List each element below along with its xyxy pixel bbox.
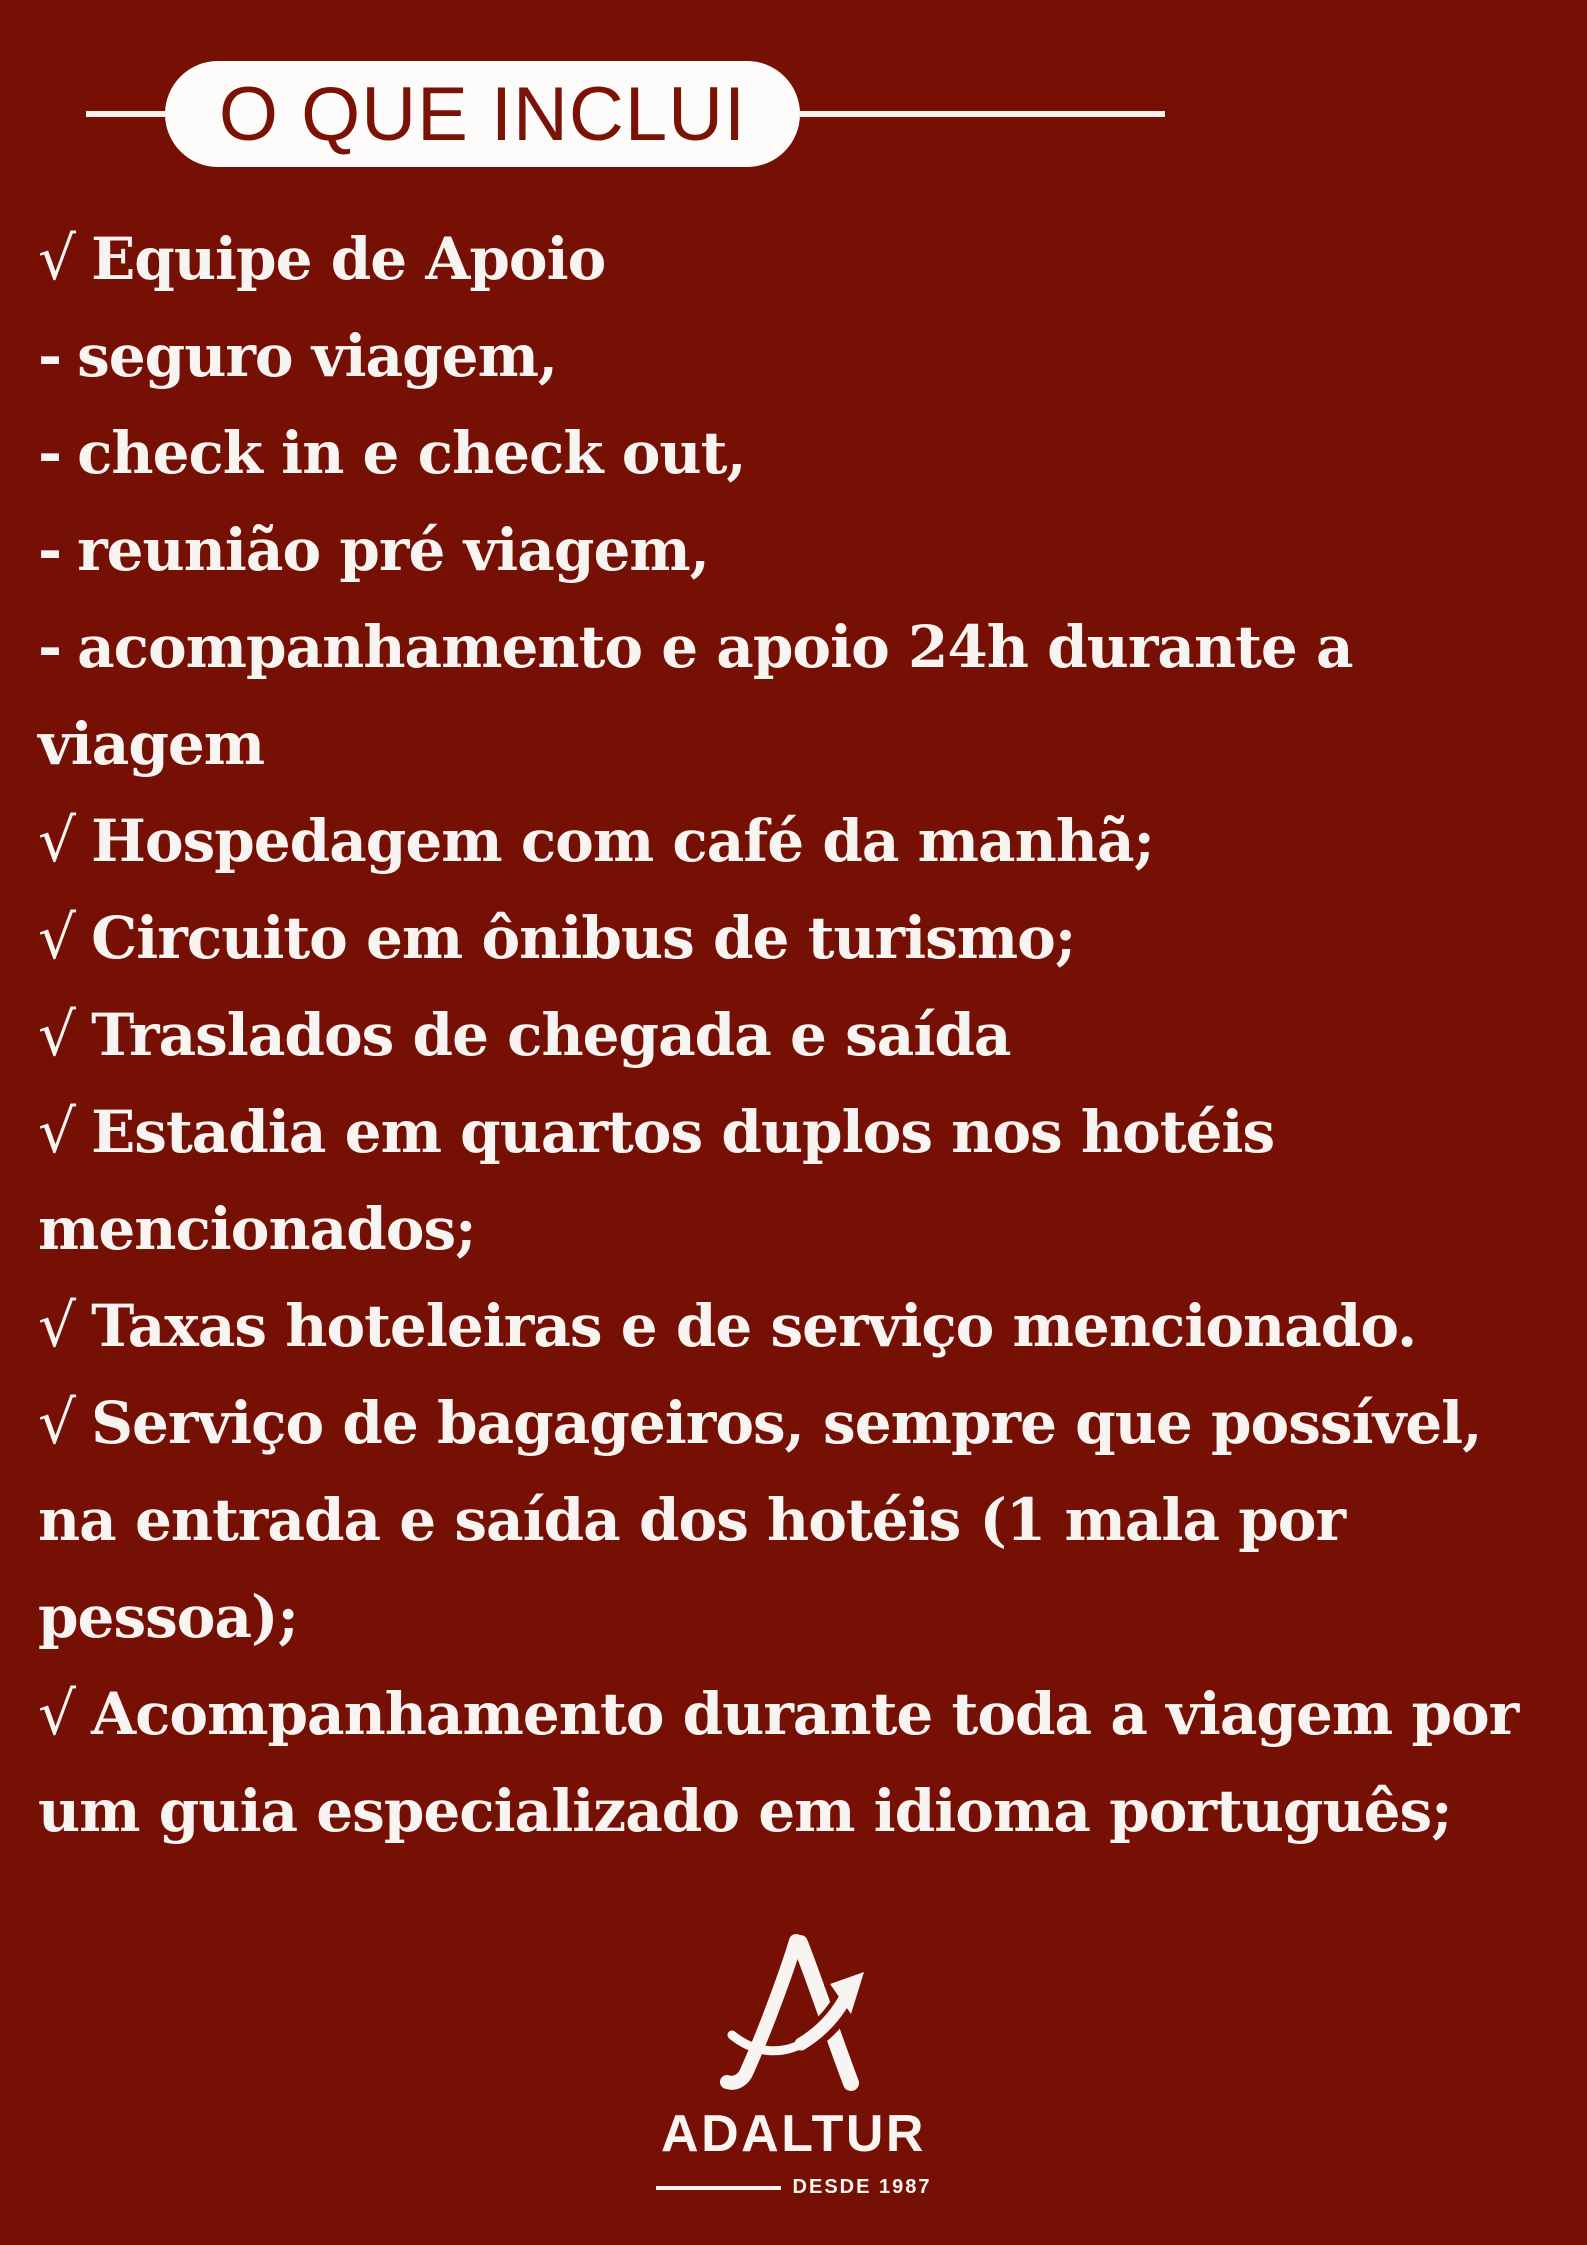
includes-list [38,211,1568,1860]
list-line [38,211,1568,308]
title-rule-right [800,111,1165,117]
list-line-text: acompanhamento e apoio 24h durante a [77,613,1353,681]
list-line [38,793,1568,890]
list-line-text: Estadia em quartos duplos nos hotéis [91,1098,1275,1166]
list-line-text: Serviço de bagageiros, sempre que possível, [91,1389,1482,1457]
title-rule-left [86,111,165,117]
list-line-text: Equipe de Apoio [91,225,606,293]
list-line [38,1084,1568,1181]
check-bullet: √ [38,1001,76,1070]
tagline-rule [656,2186,781,2190]
check-bullet: √ [38,1292,76,1361]
list-line-text: na entrada e saída dos hotéis (1 mala por [38,1486,1346,1554]
check-bullet: √ [38,225,76,294]
list-line-text: Acompanhamento durante toda a viagem por [91,1680,1519,1748]
list-line-text: pessoa); [38,1583,298,1651]
dash-bullet: - [38,322,62,390]
brand-name: ADALTUR [661,2105,926,2163]
tagline-row [656,2176,932,2199]
list-line [38,502,1568,599]
check-bullet: √ [38,1389,76,1458]
check-bullet: √ [38,1680,76,1749]
tagline: DESDE 1987 [792,2176,932,2198]
list-line-text: Circuito em ônibus de turismo; [91,904,1076,972]
list-line [38,405,1568,502]
check-bullet: √ [38,904,76,973]
list-line [38,1763,1568,1860]
check-bullet: √ [38,807,76,876]
page-title: O QUE INCLUI [218,71,747,157]
list-line [38,1472,1568,1569]
footer [0,1923,1587,2199]
dash-bullet: - [38,613,62,681]
dash-bullet: - [38,516,62,584]
list-line-text: viagem [38,710,265,778]
title-pill [165,61,800,167]
list-line [38,890,1568,987]
list-line-text: Traslados de chegada e saída [91,1001,1011,1069]
check-bullet: √ [38,1098,76,1167]
list-line-text: Taxas hoteleiras e de serviço mencionado. [91,1292,1417,1360]
list-line [38,1181,1568,1278]
list-line [38,1666,1568,1763]
list-line [38,1569,1568,1666]
list-line [38,599,1568,696]
dash-bullet: - [38,419,62,487]
list-line-text: seguro viagem, [77,322,558,390]
list-line [38,696,1568,793]
adaltur-logo-icon [699,1923,889,2098]
list-line-text: reunião pré viagem, [77,516,709,584]
list-line [38,987,1568,1084]
list-line-text: Hospedagem com café da manhã; [91,807,1154,875]
list-line-text: mencionados; [38,1195,476,1263]
list-line [38,1375,1568,1472]
list-line-text: um guia especializado em idioma português; [38,1777,1452,1845]
list-line [38,308,1568,405]
header [0,60,1587,168]
list-line [38,1278,1568,1375]
list-line-text: check in e check out, [77,419,746,487]
